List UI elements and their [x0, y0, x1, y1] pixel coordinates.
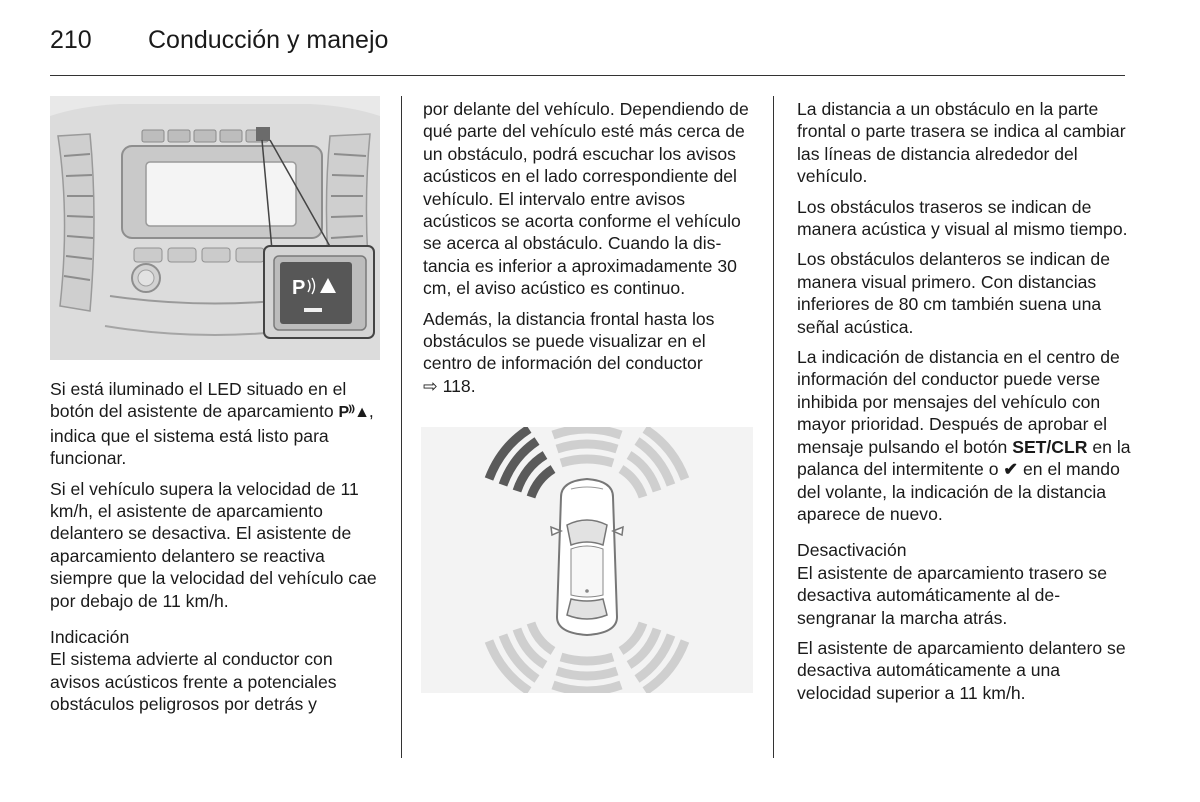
header-rule [50, 75, 1125, 76]
paragraph-indicacion-start: El sistema advierte al conductor con avisos acústicos frente a potenciales obstáculos peligrosos por detrás y [50, 649, 337, 715]
parking-assist-button-illustration [50, 96, 380, 360]
column-3 [797, 98, 1131, 712]
paragraph-front-obstacles: Los obstáculos delanteros se indican de manera visual primero. Con distancias inferiores de 80 cm también suena una señal acústica. [797, 249, 1110, 337]
paragraph-acoustic-warnings: por delante del vehículo. Dependiendo de qué parte del vehículo esté más cerca de un obstáculo, podrá escuchar los avisos acústicos en el lado correspondiente del vehículo. El intervalo entre avisos acústicos se acorta conforme el vehículo se acerca al obstáculo. Cuando la distancia es inferior a aproximadamente 30 cm, el aviso acústico es continuo. [423, 99, 749, 299]
page-reference-link: 118. [442, 375, 476, 396]
column-1 [50, 378, 384, 724]
text: La indicación de distancia en el centro de información del conductor puede verse inhibida por mensajes del vehículo con mayor prioridad. Después de aprobar el mensaje pulsando el botón [797, 347, 1120, 457]
column-divider-left [401, 96, 402, 758]
parking-assist-symbol-icon: P⁾⁾▲ [338, 404, 369, 422]
svg-text:P: P [292, 277, 306, 299]
paragraph-distance-lines: La distancia a un obstáculo en la parte frontal o parte trasera se indica al cambiar las líneas de distancia alrededor del vehículo. [797, 99, 1126, 187]
paragraph-led-indicator [50, 378, 384, 470]
page-number: 210 [50, 26, 92, 54]
text: Si está iluminado el LED situado en el botón del asistente de aparcamiento [50, 379, 347, 422]
column-2 [423, 98, 755, 405]
parking-distance-display-icon [421, 427, 753, 693]
page-reference-arrow-icon: ⇨ [423, 375, 438, 396]
paragraph-speed-deactivation: Si el vehículo supera la velocidad de 11 km/h, el asistente de aparcamiento delantero se desactiva. El asistente de aparcamiento delantero se reactiva siempre que la velocidad del vehículo cae por debajo de 11 km/h. [50, 478, 377, 611]
paragraph-rear-obstacles: Los obstáculos traseros se indican de manera acústica y visual al mismo tiempo. [797, 196, 1128, 240]
parking-assist-button-icon [50, 96, 380, 360]
set-clr-button-label: SET/CLR [1012, 436, 1088, 457]
chapter-title: Conducción y manejo [148, 26, 389, 54]
text: Además, la distancia frontal hasta los obstáculos se puede visualizar en el centro de información del conductor [423, 308, 715, 374]
text: , indica que el sistema está listo para funcionar. [50, 401, 374, 469]
text: en el mando del volante, la indicación de la distancia aparece de nuevo. [797, 459, 1120, 524]
text: en la palanca del intermitente o [797, 436, 1131, 480]
checkmark-icon: ✔ [1003, 459, 1019, 480]
heading-desactivacion: Desactivación [797, 540, 907, 561]
paragraph-front-deactivation: El asistente de aparcamiento delantero se desactiva automáticamente a una velocidad superior a 11 km/h. [797, 637, 1126, 703]
paragraph-display-inhibited [797, 346, 1131, 525]
heading-indicacion: Indicación [50, 627, 130, 648]
column-divider-right [773, 96, 774, 758]
paragraph-rear-deactivation: El asistente de aparcamiento trasero se desactiva automáticamente al desengranar la marcha atrás. [797, 562, 1108, 628]
paragraph-frontal-distance [423, 308, 755, 398]
parking-distance-illustration [421, 427, 753, 693]
